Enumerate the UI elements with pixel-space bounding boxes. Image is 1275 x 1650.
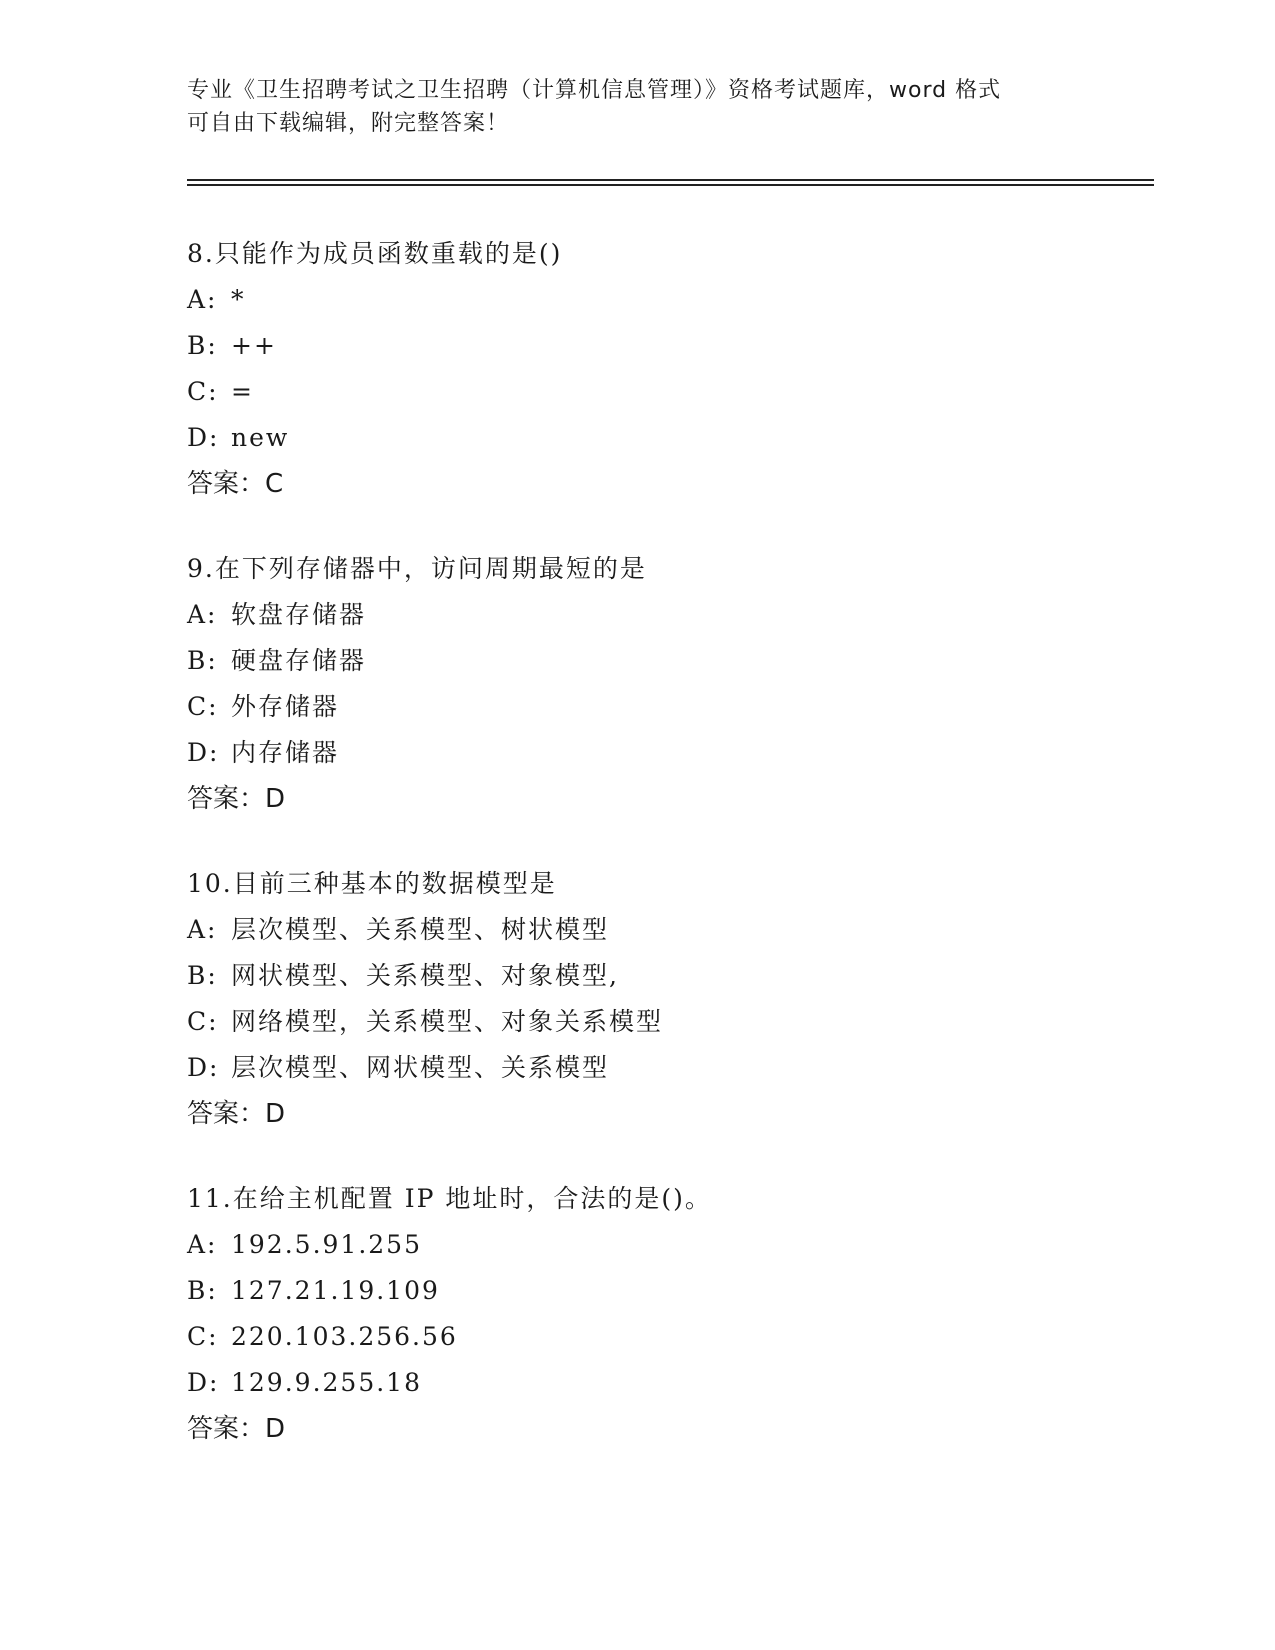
header-divider-top: [187, 179, 1154, 181]
option-key: C:: [187, 377, 219, 406]
option-key: A:: [187, 600, 218, 629]
option-key: C:: [187, 1322, 219, 1351]
option-text: 220.103.256.56: [231, 1322, 458, 1351]
option-key: C:: [187, 692, 219, 721]
option-key: D:: [187, 1053, 220, 1082]
question-title: 10.目前三种基本的数据模型是: [187, 869, 557, 898]
option-c: [187, 1314, 1137, 1360]
question-title: 9.在下列存储器中，访问周期最短的是: [187, 554, 647, 583]
option-key: B:: [187, 961, 218, 990]
option-key: D:: [187, 1368, 220, 1397]
header-line-2: 可自由下载编辑，附完整答案！: [187, 111, 510, 136]
option-text: 网状模型、关系模型、对象模型,: [231, 961, 619, 990]
answer: 答案：D: [187, 1414, 286, 1444]
option-key: A:: [187, 915, 218, 944]
option-text: 外存储器: [231, 692, 340, 721]
question-8: [187, 231, 1137, 507]
header-divider-bottom: [187, 184, 1154, 186]
option-a: [187, 277, 1137, 323]
option-b: [187, 323, 1137, 369]
option-text: ++: [231, 331, 277, 360]
header-line-1: 专业《卫生招聘考试之卫生招聘（计算机信息管理）》资格考试题库，word 格式: [187, 78, 1002, 103]
answer: 答案：C: [187, 469, 284, 499]
option-d: [187, 730, 1137, 776]
question-title: 11.在给主机配置 IP 地址时，合法的是()。: [187, 1184, 712, 1213]
option-b: [187, 1268, 1137, 1314]
option-key: C:: [187, 1007, 219, 1036]
question-11: [187, 1176, 1137, 1452]
option-d: [187, 415, 1137, 461]
option-text: 192.5.91.255: [231, 1230, 422, 1259]
question-title: 8.只能作为成员函数重载的是(): [187, 239, 563, 268]
option-text: 软盘存储器: [231, 600, 367, 629]
option-c: [187, 684, 1137, 730]
question-10: [187, 861, 1137, 1137]
option-a: [187, 907, 1137, 953]
document-header: [187, 74, 1087, 140]
option-text: new: [231, 423, 290, 452]
option-text: 内存储器: [231, 738, 340, 767]
question-9: [187, 546, 1137, 822]
option-key: B:: [187, 1276, 218, 1305]
option-text: 129.9.255.18: [231, 1368, 422, 1397]
answer: 答案：D: [187, 1099, 286, 1129]
option-d: [187, 1045, 1137, 1091]
option-a: [187, 1222, 1137, 1268]
option-key: A:: [187, 285, 218, 314]
option-c: [187, 999, 1137, 1045]
option-text: 127.21.19.109: [231, 1276, 440, 1305]
option-b: [187, 953, 1137, 999]
option-text: 层次模型、关系模型、树状模型: [231, 915, 610, 944]
option-a: [187, 592, 1137, 638]
option-key: B:: [187, 331, 218, 360]
option-text: 网络模型，关系模型、对象关系模型: [231, 1007, 664, 1036]
option-text: =: [231, 377, 254, 406]
option-text: 硬盘存储器: [231, 646, 367, 675]
option-b: [187, 638, 1137, 684]
option-key: D:: [187, 738, 220, 767]
option-key: A:: [187, 1230, 218, 1259]
answer: 答案：D: [187, 784, 286, 814]
option-text: *: [231, 285, 246, 314]
option-key: B:: [187, 646, 218, 675]
option-d: [187, 1360, 1137, 1406]
option-key: D:: [187, 423, 220, 452]
option-c: [187, 369, 1137, 415]
option-text: 层次模型、网状模型、关系模型: [231, 1053, 610, 1082]
